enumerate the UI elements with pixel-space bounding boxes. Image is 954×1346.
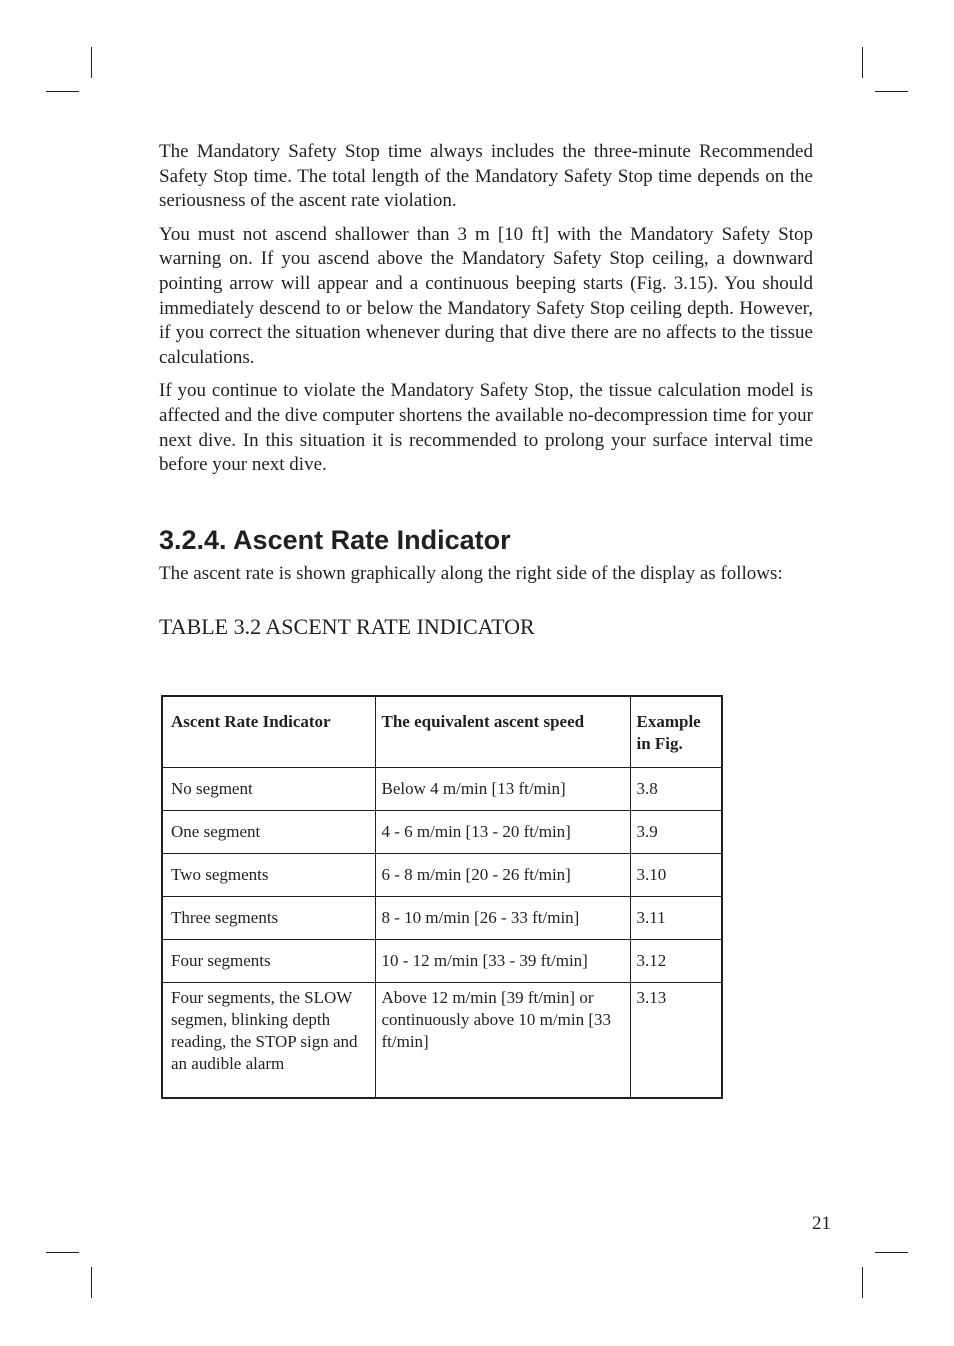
table-row: [162, 983, 722, 1099]
cell-speed: 10 - 12 m/min [33 - 39 ft/min]: [375, 940, 630, 983]
cell-indicator: Four segments: [162, 940, 375, 983]
header-example: Example in Fig.: [630, 696, 722, 768]
table-row: [162, 940, 722, 983]
cell-example: 3.10: [630, 854, 722, 897]
paragraph-ceiling-warning: You must not ascend shallower than 3 m [10 ft] with the Mandatory Safety Stop warning on. If you ascend above the Mandatory Safety Stop ceiling, a downward pointing arrow will appear and a continuous beeping starts (Fig. 3.15). You should immediately descend to or below the Mandatory Safety Stop ceiling depth. However, if you correct the situation whenever during that dive there are no affects to the tissue calculations.: [159, 223, 813, 368]
cell-speed: 6 - 8 m/min [20 - 26 ft/min]: [375, 854, 630, 897]
page-content: [159, 140, 813, 640]
cell-indicator: Three segments: [162, 897, 375, 940]
section-heading: 3.2.4. Ascent Rate Indicator: [159, 524, 511, 555]
cell-speed: Above 12 m/min [39 ft/min] or continuously above 10 m/min [33 ft/min]: [375, 983, 630, 1099]
cell-example: 3.13: [630, 983, 722, 1099]
ascent-rate-table-container: [161, 695, 721, 1099]
cell-indicator: Two segments: [162, 854, 375, 897]
crop-mark-bottom-left-horizontal: [46, 1252, 79, 1253]
cell-example: 3.9: [630, 811, 722, 854]
table-row: [162, 854, 722, 897]
crop-mark-top-right-horizontal: [875, 91, 908, 92]
table-row: [162, 897, 722, 940]
crop-mark-top-left-horizontal: [46, 91, 79, 92]
table-caption: TABLE 3.2 ASCENT RATE INDICATOR: [159, 614, 535, 640]
cell-example: 3.11: [630, 897, 722, 940]
crop-mark-top-right-vertical: [862, 47, 863, 78]
page-number: 21: [812, 1213, 831, 1234]
cell-speed: Below 4 m/min [13 ft/min]: [375, 768, 630, 811]
header-speed: The equivalent ascent speed: [375, 696, 630, 768]
paragraph-violation-effects: If you continue to violate the Mandatory Safety Stop, the tissue calculation model is affected and the dive computer shortens the available no-decompression time for your next dive. In this situation it is recommended to prolong your surface interval time before your next dive.: [159, 380, 813, 476]
section-intro: The ascent rate is shown graphically along the right side of the display as follows:: [159, 562, 783, 584]
cell-indicator: Four segments, the SLOW segmen, blinking depth reading, the STOP sign and an audible alarm: [162, 983, 375, 1099]
cell-example: 3.8: [630, 768, 722, 811]
table-header-row: [162, 696, 722, 768]
header-indicator: Ascent Rate Indicator: [162, 696, 375, 768]
crop-mark-bottom-left-vertical: [91, 1267, 92, 1298]
cell-example: 3.12: [630, 940, 722, 983]
cell-indicator: No segment: [162, 768, 375, 811]
paragraph-safety-stop-time: The Mandatory Safety Stop time always includes the three-minute Recommended Safety Stop time. The total length of the Mandatory Safety Stop time depends on the seriousness of the ascent rate violation.: [159, 141, 813, 212]
cell-speed: 4 - 6 m/min [13 - 20 ft/min]: [375, 811, 630, 854]
crop-mark-top-left-vertical: [91, 47, 92, 78]
ascent-rate-table: [161, 695, 723, 1099]
table-row: [162, 768, 722, 811]
cell-indicator: One segment: [162, 811, 375, 854]
table-row: [162, 811, 722, 854]
crop-mark-bottom-right-vertical: [862, 1267, 863, 1298]
crop-mark-bottom-right-horizontal: [875, 1252, 908, 1253]
cell-speed: 8 - 10 m/min [26 - 33 ft/min]: [375, 897, 630, 940]
